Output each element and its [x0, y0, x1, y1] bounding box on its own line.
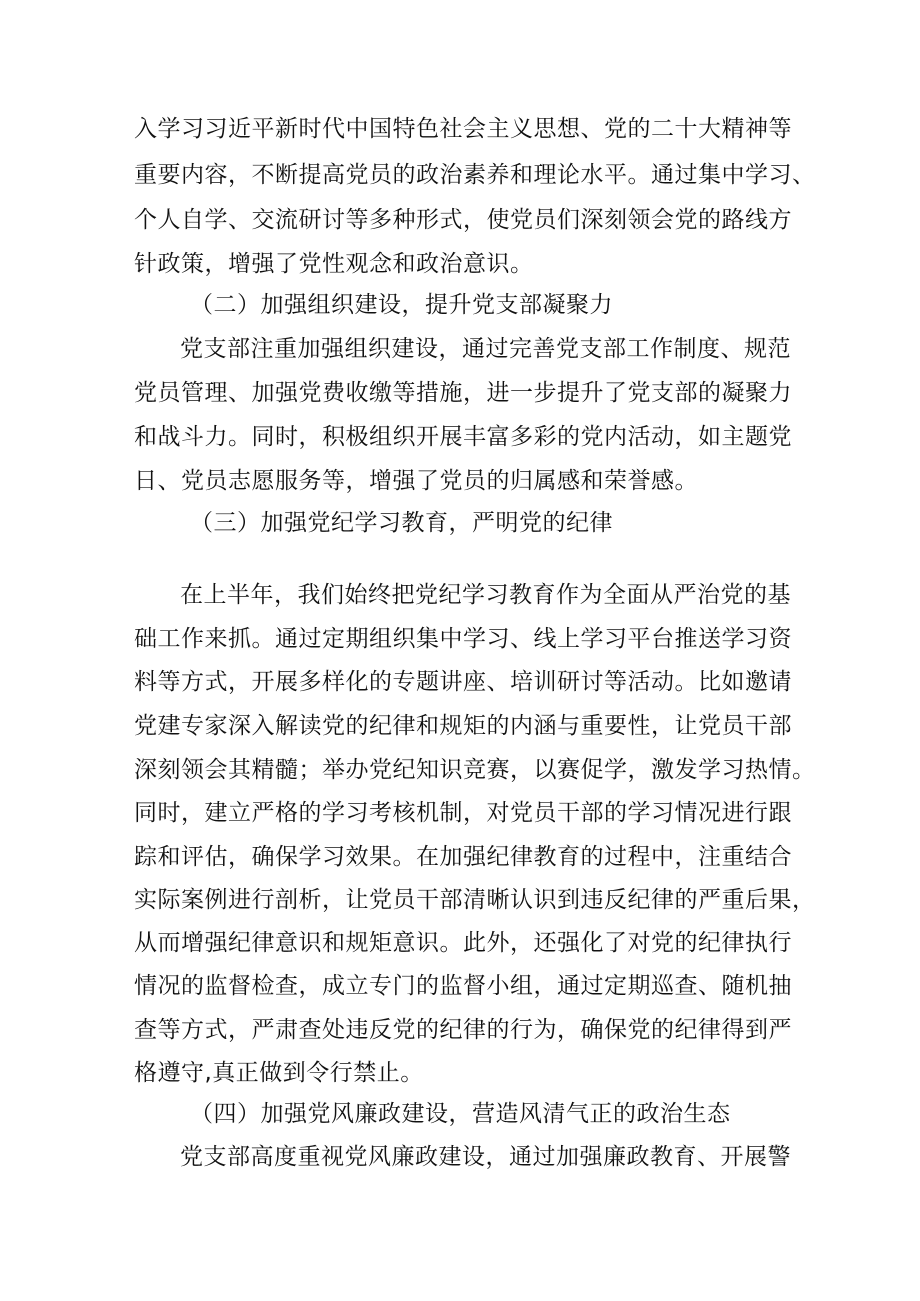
- paragraph-line: 重要内容，不断提高党员的政治素养和理论水平。通过集中学习、: [134, 162, 816, 188]
- section-heading: （二）加强组织建设，提升党支部凝聚力: [190, 292, 613, 318]
- paragraph-line: 深刻领会其精髓；举办党纪知识竞赛，以赛促学，激发学习热情。: [134, 757, 816, 783]
- paragraph-line: 针政策，增强了党性观念和政治意识。: [134, 251, 534, 277]
- section-heading: （三）加强党纪学习教育，严明党的纪律: [190, 510, 613, 536]
- paragraph-line: 党支部注重加强组织建设，通过完善党支部工作制度、规范: [180, 336, 791, 362]
- paragraph-line: 础工作来抓。通过定期组织集中学习、线上学习平台推送学习资: [134, 626, 792, 652]
- paragraph-line: 在上半年，我们始终把党纪学习教育作为全面从严治党的基: [180, 582, 791, 608]
- paragraph-line: 党员管理、加强党费收缴等措施，进一步提升了党支部的凝聚力: [134, 380, 792, 406]
- paragraph-line: 实际案例进行剖析，让党员干部清晰认识到违反纪律的严重后果，: [134, 887, 816, 913]
- paragraph-line: 入学习习近平新时代中国特色社会主义思想、党的二十大精神等: [134, 116, 792, 142]
- paragraph-line: 踪和评估，确保学习效果。在加强纪律教育的过程中，注重结合: [134, 844, 792, 870]
- section-heading: （四）加强党风廉政建设，营造风清气正的政治生态: [190, 1101, 731, 1127]
- paragraph-line: 日、党员志愿服务等，增强了党员的归属感和荣誉感。: [134, 468, 698, 494]
- paragraph-line: 和战斗力。同时，积极组织开展丰富多彩的党内活动，如主题党: [134, 424, 792, 450]
- paragraph-line: 党建专家深入解读党的纪律和规矩的内涵与重要性，让党员干部: [134, 713, 792, 739]
- paragraph-line: 同时，建立严格的学习考核机制，对党员干部的学习情况进行跟: [134, 800, 792, 826]
- paragraph-line: 情况的监督检查，成立专门的监督小组，通过定期巡查、随机抽: [134, 973, 792, 999]
- paragraph-line: 从而增强纪律意识和规矩意识。此外，还强化了对党的纪律执行: [134, 930, 792, 956]
- paragraph-line: 料等方式，开展多样化的专题讲座、培训研讨等活动。比如邀请: [134, 669, 792, 695]
- paragraph-line: 格遵守,真正做到令行禁止。: [134, 1060, 424, 1086]
- paragraph-line: 查等方式，严肃查处违反党的纪律的行为，确保党的纪律得到严: [134, 1017, 792, 1043]
- paragraph-line: 个人自学、交流研讨等多种形式，使党员们深刻领会党的路线方: [134, 207, 792, 233]
- paragraph-line: 党支部高度重视党风廉政建设，通过加强廉政教育、开展警: [180, 1144, 791, 1170]
